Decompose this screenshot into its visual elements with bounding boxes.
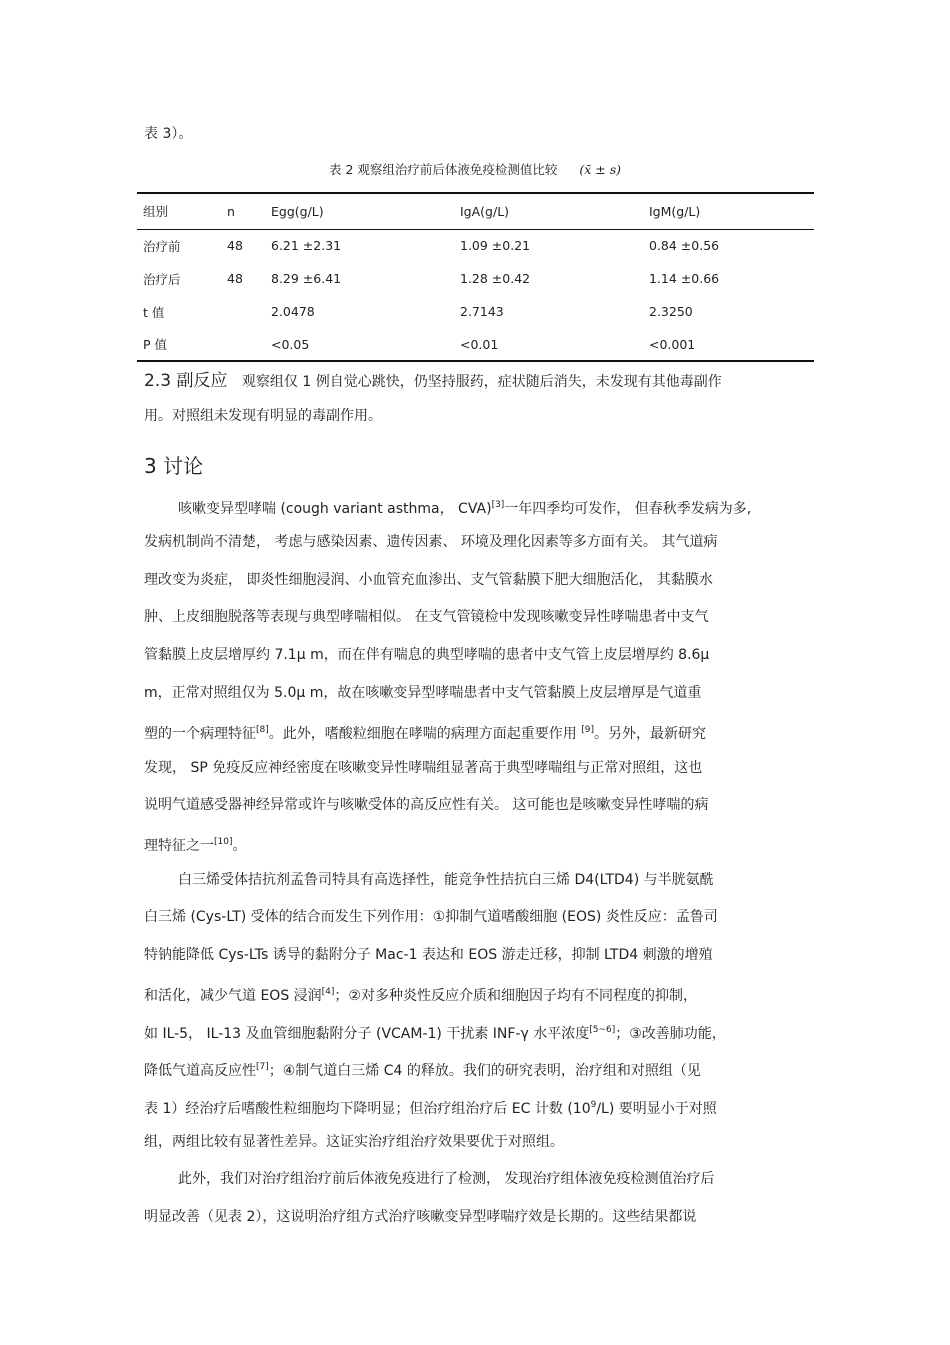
text-run: 降低气道高反应性 xyxy=(144,1063,256,1079)
citation: [10] xyxy=(214,837,233,847)
table-cell: 治疗前 xyxy=(143,238,181,254)
table-cell: 2.3250 xyxy=(649,304,693,319)
p1-line: 管黏膜上皮层增厚约 7.1μ m，而在伴有喘息的典型哮喘的患者中支气管上皮层增厚约 8.6μ xyxy=(144,647,710,663)
text-run: 塑的一个病理特征 xyxy=(144,726,256,742)
section-2-3-text: 观察组仅 1 例自觉心跳快，仍坚持服药，症状随后消失，未发现有其他毒副作 xyxy=(241,374,722,390)
table-cell: 6.21 ±2.31 xyxy=(271,238,342,254)
text-run: 咳嗽变异型哮喘 (cough variant asthma， CVA) xyxy=(178,501,492,517)
p2-line xyxy=(144,1020,726,1044)
table-row xyxy=(137,262,814,295)
citation: [9] xyxy=(581,725,594,735)
text-run: 表 1）经治疗后嗜酸性粒细胞均下降明显；但治疗组治疗后 EC 计数 (10 xyxy=(144,1101,591,1117)
header-iga: IgA(g/L) xyxy=(460,203,510,219)
table-cell: 8.29 ±6.41 xyxy=(271,271,342,286)
p1-line: 理改变为炎症， 即炎性细胞浸润、小血管充血渗出、支气管黏膜下肥大细胞活化， 其黏膜水 xyxy=(144,572,713,588)
p3-line: 此外，我们对治疗组治疗前后体液免疫进行了检测， 发现治疗组体液免疫检测值治疗后 xyxy=(178,1171,715,1187)
section-2-3-line2: 用。对照组未发现有明显的毒副作用。 xyxy=(144,408,382,424)
p3-line: 明显改善（见表 2），这说明治疗组方式治疗咳嗽变异型哮喘疗效是长期的。这些结果都说 xyxy=(144,1209,697,1225)
table-row xyxy=(137,328,814,361)
p1-line xyxy=(178,495,751,519)
text-run: 和活化，减少气道 EOS 浸润 xyxy=(144,988,322,1004)
p2-line: 白三烯受体拮抗剂孟鲁司特具有高选择性，能竞争性拮抗白三烯 D4(LTD4) 与半胱氨酰 xyxy=(178,872,714,888)
table-cell: <0.01 xyxy=(460,336,499,352)
table-cell: t 值 xyxy=(143,304,165,320)
citation: [4] xyxy=(321,987,335,997)
p2-line xyxy=(144,1057,701,1081)
table-cell: 治疗后 xyxy=(143,271,181,287)
p1-line xyxy=(144,720,706,744)
text-run: ；④制气道白三烯 C4 的释放。我们的研究表明，治疗组和对照组（见 xyxy=(268,1063,701,1079)
text-run: 。 xyxy=(232,838,247,854)
table-cell: 1.14 ±0.66 xyxy=(649,271,720,286)
header-igm: IgM(g/L) xyxy=(649,203,701,219)
text-run: ；②对多种炎性反应介质和细胞因子均有不同程度的抑制， xyxy=(334,988,697,1004)
citation: [5~6] xyxy=(589,1025,616,1035)
p1-line: 发病机制尚不清楚， 考虑与感染因素、遗传因素、 环境及理化因素等多方面有关。 其气道病 xyxy=(144,534,718,550)
section-2-3-heading: 2.3 副反应 xyxy=(144,371,228,391)
superscript: 9 xyxy=(590,1100,597,1110)
p2-line xyxy=(144,1095,717,1119)
intro-line: 表 3）。 xyxy=(144,126,193,142)
p1-line xyxy=(144,832,246,856)
p2-line: 白三烯 (Cys-LT) 受体的结合而发生下列作用：①抑制气道嗜酸细胞 (EOS) 炎性反应：孟鲁司 xyxy=(144,909,718,925)
table-cell xyxy=(221,328,265,361)
p1-line: 肿、上皮细胞脱落等表现与典型哮喘相似。 在支气管镜检中发现咳嗽变异性哮喘患者中支气 xyxy=(144,609,709,625)
table-cell: 48 xyxy=(227,238,243,254)
header-egg: Egg(g/L) xyxy=(271,203,324,219)
text-run: ；③改善肺功能， xyxy=(615,1026,726,1042)
immunity-table xyxy=(137,192,814,362)
p2-line: 组，两组比较有显著性差异。这证实治疗组治疗效果要优于对照组。 xyxy=(144,1134,564,1150)
table-cell: 1.09 ±0.21 xyxy=(460,238,531,254)
text-run: 。另外，最新研究 xyxy=(593,726,706,742)
text-run: 一年四季均可发作， 但春秋季发病为多, xyxy=(504,501,752,517)
text-run: /L) 要明显小于对照 xyxy=(596,1101,717,1117)
section-2-3-line1 xyxy=(144,371,722,392)
text-run: 如 IL-5， IL-13 及血管细胞黏附分子 (VCAM-1) 干扰素 INF-γ 水平浓度 xyxy=(144,1026,590,1042)
table-cell: 1.28 ±0.42 xyxy=(460,271,531,286)
table-header-row xyxy=(137,193,814,229)
header-group: 组别 xyxy=(143,204,169,220)
text-run: 理特征之一 xyxy=(144,838,214,854)
section-3-heading: 3 讨论 xyxy=(144,454,204,478)
p1-line: 说明气道感受器神经异常或许与咳嗽受体的高反应性有关。 这可能也是咳嗽变异性哮喘的病 xyxy=(144,797,709,813)
table-row xyxy=(137,295,814,328)
table-caption-formula: (x̄ ± s) xyxy=(579,162,622,177)
table-caption xyxy=(0,160,950,178)
p2-line xyxy=(144,982,697,1006)
table-cell: 48 xyxy=(227,271,243,286)
table-cell: <0.001 xyxy=(649,336,696,352)
table-cell: 2.7143 xyxy=(460,304,504,319)
text-run: 。此外，嗜酸粒细胞在哮喘的病理方面起重要作用 xyxy=(268,726,582,742)
table-cell: P 值 xyxy=(143,337,168,352)
table-cell xyxy=(221,295,265,328)
p2-line: 特钠能降低 Cys-LTs 诱导的黏附分子 Mac-1 表达和 EOS 游走迁移，抑制 LTD4 刺激的增殖 xyxy=(144,947,713,963)
table-cell: 0.84 ±0.56 xyxy=(649,238,720,254)
citation: [3] xyxy=(491,500,505,510)
table-cell: 2.0478 xyxy=(271,304,315,319)
table-cell: <0.05 xyxy=(271,336,310,352)
citation: [7] xyxy=(256,1062,269,1072)
table-caption-text: 表 2 观察组治疗前后体液免疫检测值比较 xyxy=(328,162,558,177)
p1-line: m，正常对照组仅为 5.0μ m，故在咳嗽变异型哮喘患者中支气管黏膜上皮层增厚是气道重 xyxy=(144,685,702,701)
header-n: n xyxy=(227,203,235,219)
p1-line: 发现， SP 免疫反应神经密度在咳嗽变异性哮喘组显著高于典型哮喘组与正常对照组，这也 xyxy=(144,760,703,776)
table-row xyxy=(137,229,814,262)
citation: [8] xyxy=(256,725,269,735)
